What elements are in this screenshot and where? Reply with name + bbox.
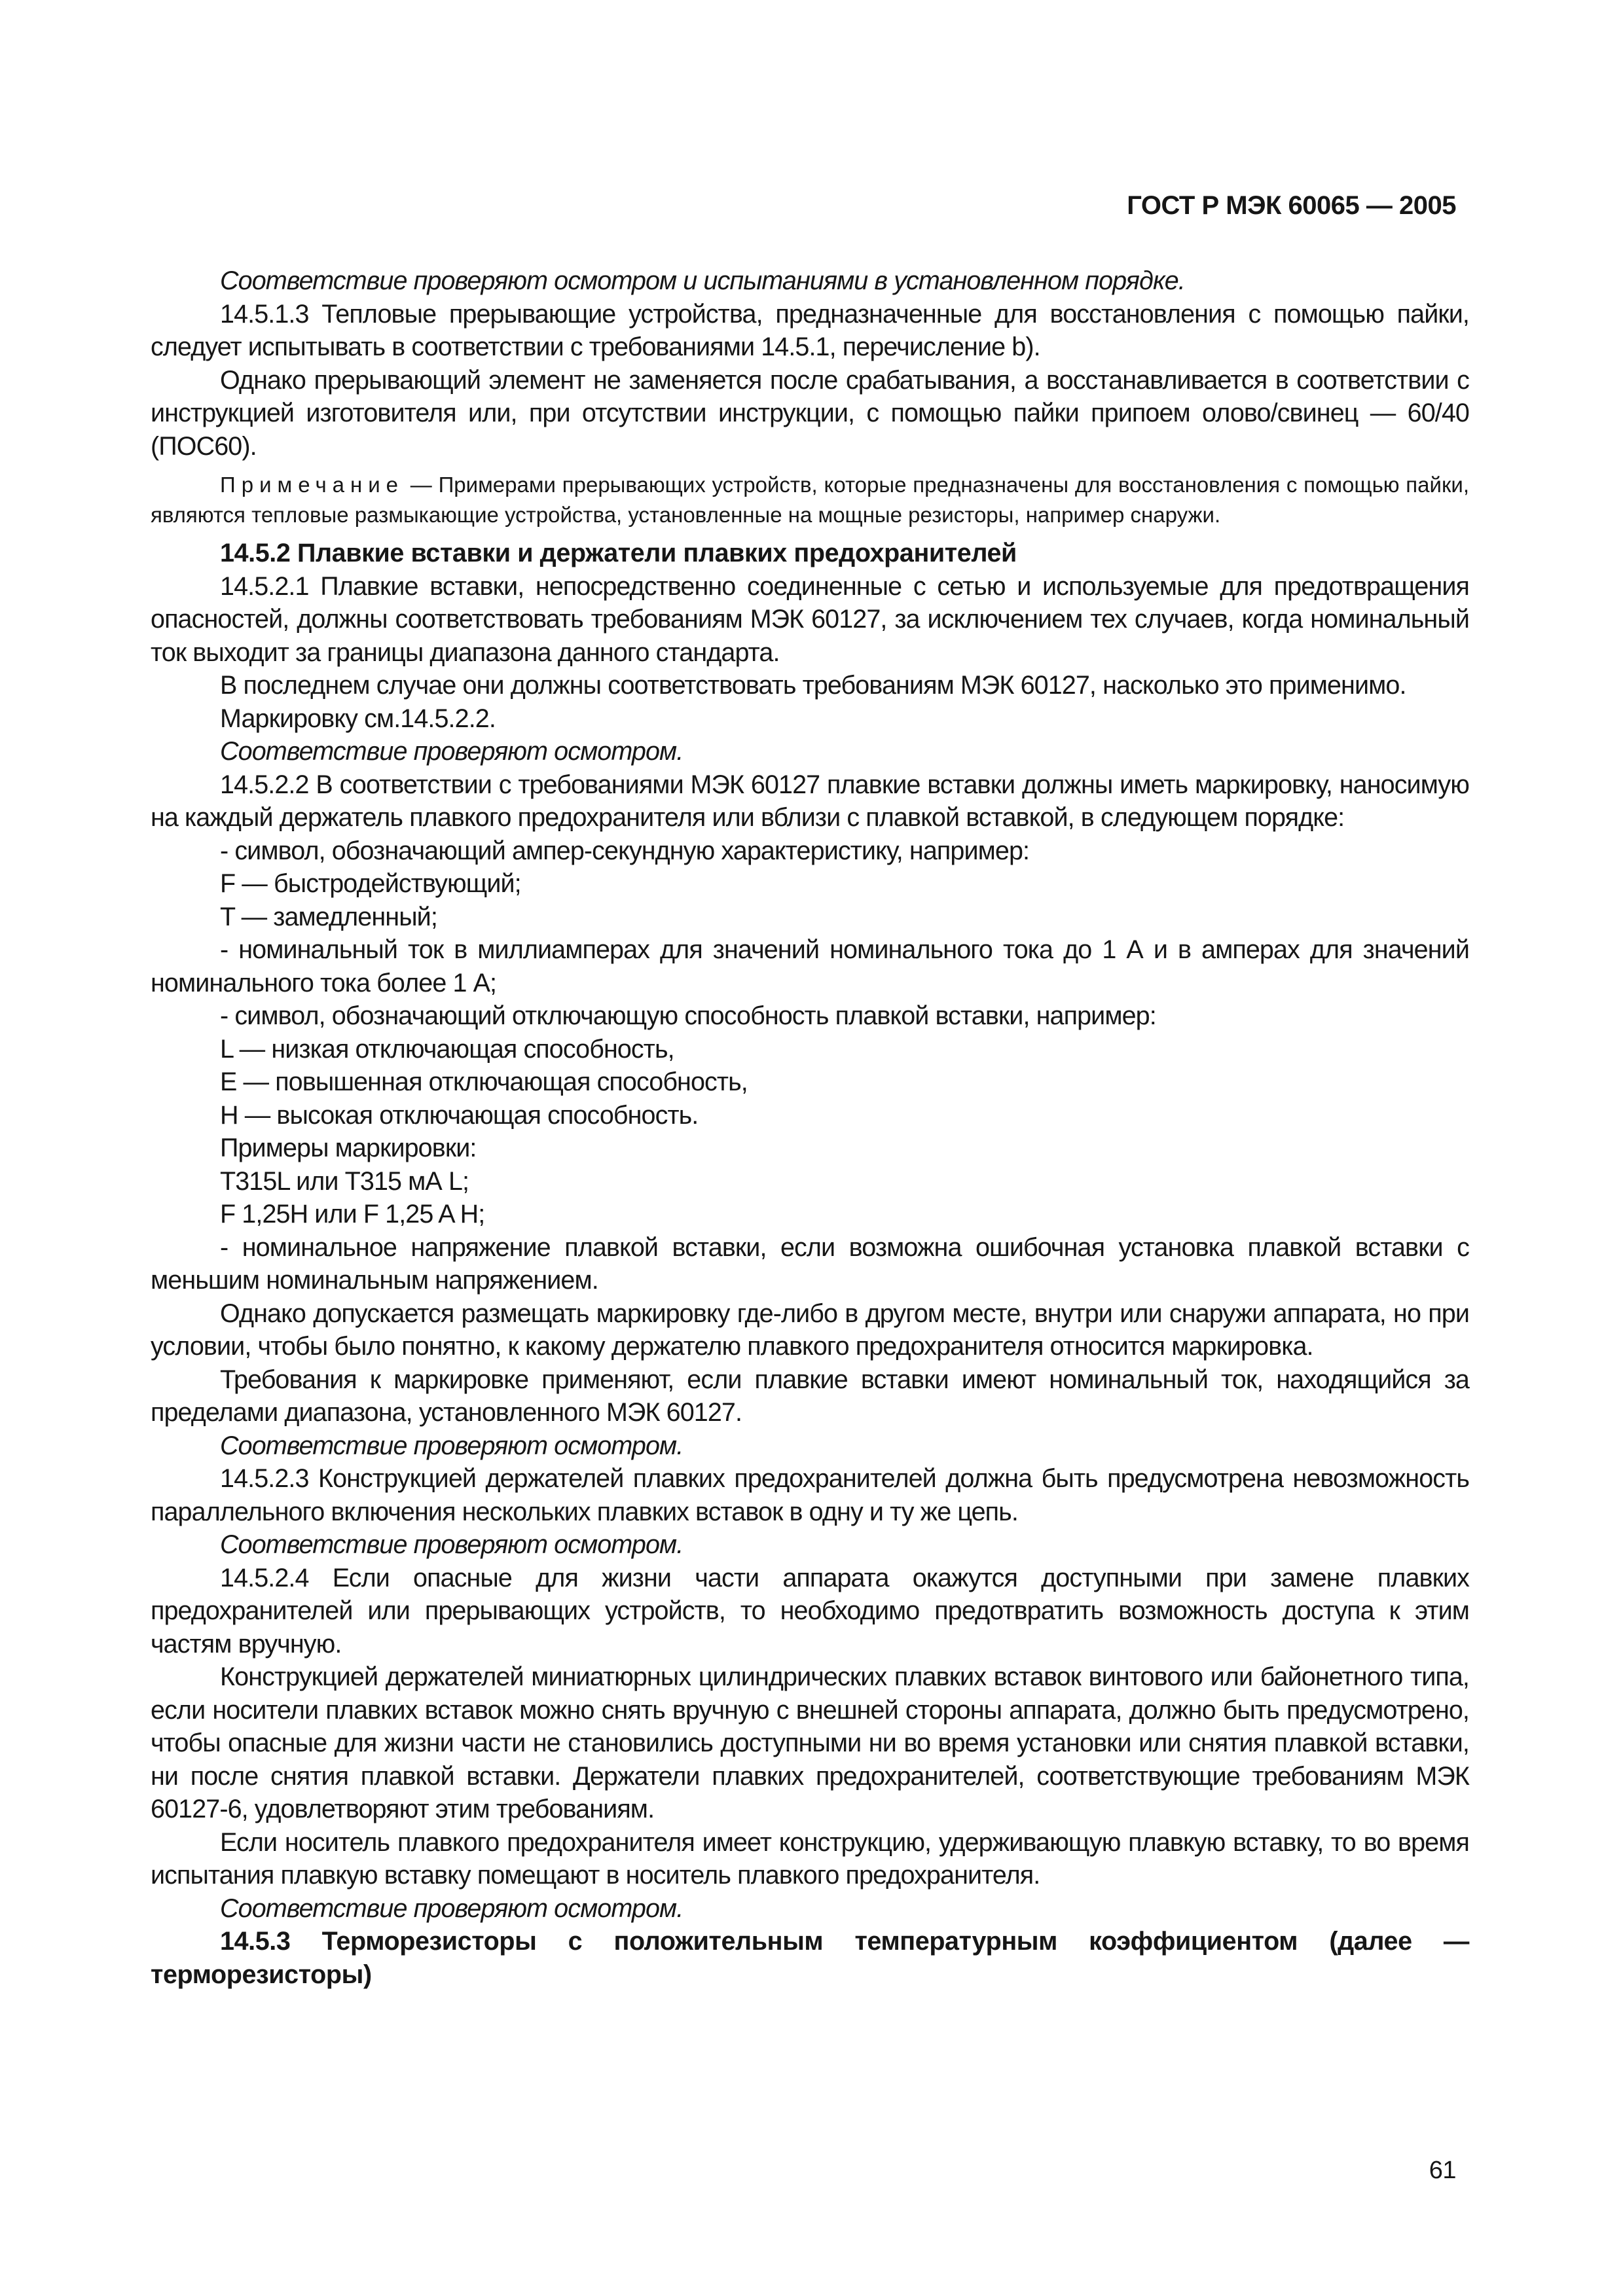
marking-example: F 1,25H или F 1,25 A H; bbox=[220, 1200, 485, 1229]
compliance-note: Соответствие проверяют осмотром. bbox=[220, 1431, 684, 1460]
compliance-note: Соответствие проверяют осмотром. bbox=[220, 1893, 684, 1923]
compliance-note: Соответствие проверяют осмотром. bbox=[220, 1530, 684, 1559]
section-heading-14-5-2: 14.5.2 Плавкие вставки и держатели плавких предохранителей bbox=[220, 539, 1017, 567]
page-body bbox=[151, 264, 1469, 1991]
section-heading-14-5-3: 14.5.3 Терморезисторы с положительным температурным коэффициентом (далее — терморезисторы) bbox=[151, 1927, 1469, 1989]
list-item: - символ, обозначающий ампер-секундную характеристику, например: bbox=[220, 836, 1030, 865]
paragraph: Примеры маркировки: bbox=[220, 1134, 477, 1162]
paragraph: Однако прерывающий элемент не заменяется после срабатывания, а восстанавливается в соответствии с инструкцией изготовителя или, при отсутствии инструкции, с помощью пайки припоем олово/свинец — 60/40 (ПОС60). bbox=[151, 365, 1469, 461]
list-item: L — низкая отключающая способность, bbox=[220, 1034, 674, 1064]
list-item: H — высокая отключающая способность. bbox=[220, 1100, 699, 1130]
note-block bbox=[151, 470, 1469, 530]
compliance-note: Соответствие проверяют осмотром. bbox=[220, 737, 684, 766]
clause-14-5-2-3: 14.5.2.3 Конструкцией держателей плавких предохранителей должна быть предусмотрена невозможность параллельного включения нескольких плавких вставок в одну и ту же цепь. bbox=[151, 1464, 1469, 1526]
standard-designation: ГОСТ Р МЭК 60065 — 2005 bbox=[1127, 191, 1456, 220]
paragraph: Если носитель плавкого предохранителя имеет конструкцию, удерживающую плавкую вставку, то во время испытания плавкую вставку помещают в носитель плавкого предохранителя. bbox=[151, 1827, 1469, 1890]
note-label: Примечание bbox=[220, 473, 405, 497]
paragraph: Маркировку см.14.5.2.2. bbox=[220, 704, 496, 733]
page-number: 61 bbox=[1429, 2157, 1456, 2184]
clause-14-5-2-4: 14.5.2.4 Если опасные для жизни части аппарата окажутся доступными при замене плавких предохранителей или прерывающих устройств, то необходимо предотвратить возможность доступа к этим частям вручную. bbox=[151, 1563, 1469, 1659]
list-item: - символ, обозначающий отключающую способность плавкой вставки, например: bbox=[220, 1001, 1156, 1030]
compliance-note: Соответствие проверяют осмотром и испытаниями в установленном порядке. bbox=[220, 266, 1185, 295]
list-item: F — быстродействующий; bbox=[220, 869, 521, 898]
clause-14-5-1-3: 14.5.1.3 Тепловые прерывающие устройства, предназначенные для восстановления с помощью пайки, следует испытывать в соответствии с требованиями 14.5.1, перечисление b). bbox=[151, 299, 1469, 361]
paragraph: Требования к маркировке применяют, если плавкие вставки имеют номинальный ток, находящийся за пределами диапазона, установленного МЭК 60127. bbox=[151, 1365, 1469, 1427]
clause-14-5-2-1: 14.5.2.1 Плавкие вставки, непосредственно соединенные с сетью и используемые для предотвращения опасностей, должны соответствовать требованиям МЭК 60127, за исключением тех случаев, когда номинальный ток выходит за границы диапазона данного стандарта. bbox=[151, 571, 1469, 667]
paragraph: Конструкцией держателей миниатюрных цилиндрических плавких вставок винтового или байонетного типа, если носители плавких вставок можно снять вручную с внешней стороны аппарата, должно быть предусмотрено, чтобы опасные для жизни части не становились доступными ни во время установки или снятия плавкой вставки, ни после снятия плавкой вставки. Держатели плавких предохранителей, соответствующие требованиям МЭК 60127-6, удовлетворяют этим требованиям. bbox=[151, 1662, 1469, 1823]
paragraph: В последнем случае они должны соответствовать требованиям МЭК 60127, насколько это применимо. bbox=[220, 671, 1406, 700]
list-item: T — замедленный; bbox=[220, 902, 437, 931]
list-item: E — повышенная отключающая способность, bbox=[220, 1067, 748, 1096]
marking-example: T315L или T315 мА L; bbox=[220, 1166, 469, 1196]
list-item: - номинальное напряжение плавкой вставки, если возможна ошибочная установка плавкой вставки с меньшим номинальным напряжением. bbox=[151, 1232, 1469, 1295]
paragraph: Однако допускается размещать маркировку где-либо в другом месте, внутри или снаружи аппарата, но при условии, чтобы было понятно, к какому держателю плавкого предохранителя относится маркировка. bbox=[151, 1299, 1469, 1361]
note-text: — Примерами прерывающих устройств, которые предназначены для восстановления с помощью пайки, являются тепловые размыкающие устройства, установленные на мощные резисторы, например снаружи. bbox=[151, 473, 1469, 527]
clause-14-5-2-2: 14.5.2.2 В соответствии с требованиями МЭК 60127 плавкие вставки должны иметь маркировку, наносимую на каждый держатель плавкого предохранителя или вблизи с плавкой вставкой, в следующем порядке: bbox=[151, 770, 1469, 832]
list-item: - номинальный ток в миллиамперах для значений номинального тока до 1 А и в амперах для значений номинального тока более 1 А; bbox=[151, 935, 1469, 997]
